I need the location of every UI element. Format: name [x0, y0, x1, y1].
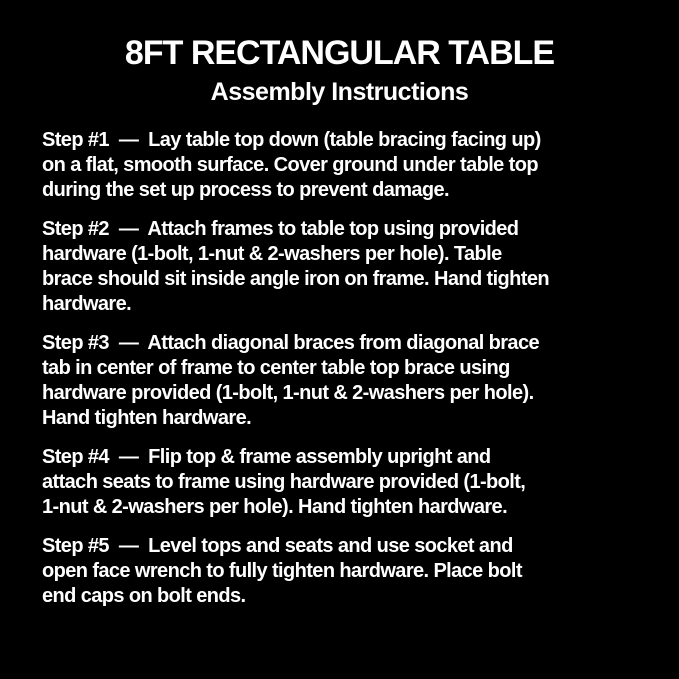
page-subtitle: Assembly Instructions [210, 78, 469, 106]
step-2 [42, 217, 659, 317]
step-3 [42, 331, 659, 431]
step-1 [42, 128, 659, 203]
step-4-line-3: 1-nut & 2-washers per hole). Hand tighten hardware. [42, 496, 508, 518]
step-2-line-2: hardware (1-bolt, 1-nut & 2-washers per hole). Table [42, 243, 502, 265]
step-4 [42, 445, 659, 520]
step-5-line-1: Step #5 — Level tops and seats and use socket and [42, 535, 513, 557]
steps-list [42, 128, 659, 609]
step-2-line-3: brace should sit inside angle iron on frame. Hand tighten [42, 268, 549, 290]
step-4-line-2: attach seats to frame using hardware provided (1-bolt, [42, 471, 526, 493]
step-5-line-2: open face wrench to fully tighten hardware. Place bolt [42, 560, 522, 582]
step-5 [42, 534, 659, 609]
step-4-line-1: Step #4 — Flip top & frame assembly upright and [42, 446, 491, 468]
step-2-line-1: Step #2 — Attach frames to table top using provided [42, 218, 519, 240]
step-1-line-3: during the set up process to prevent damage. [42, 179, 450, 201]
step-1-line-1: Step #1 — Lay table top down (table bracing facing up) [42, 129, 541, 151]
header [42, 33, 637, 107]
step-3-line-1: Step #3 — Attach diagonal braces from diagonal brace [42, 332, 539, 354]
step-1-line-2: on a flat, smooth surface. Cover ground under table top [42, 154, 538, 176]
step-5-line-3: end caps on bolt ends. [42, 585, 246, 607]
step-2-line-4: hardware. [42, 293, 132, 315]
page-title: 8FT RECTANGULAR TABLE [124, 34, 555, 72]
step-3-line-2: tab in center of frame to center table top brace using [42, 357, 510, 379]
step-3-line-4: Hand tighten hardware. [42, 407, 252, 429]
step-3-line-3: hardware provided (1-bolt, 1-nut & 2-washers per hole). [42, 382, 534, 404]
